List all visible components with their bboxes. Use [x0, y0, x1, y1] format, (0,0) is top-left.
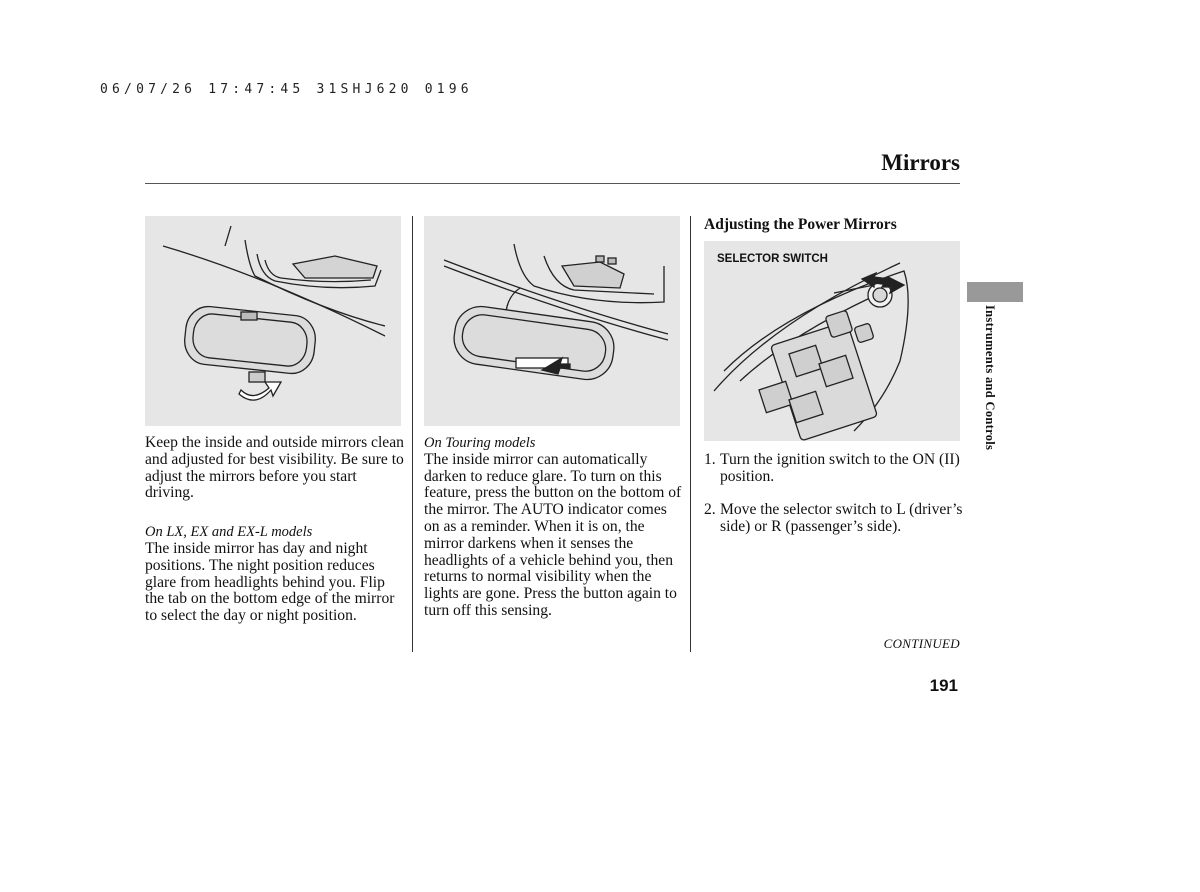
figure-selector-switch	[704, 241, 960, 441]
column-2	[424, 435, 686, 620]
selector-switch-label: SELECTOR SWITCH	[717, 253, 828, 265]
column-divider-2	[690, 216, 691, 652]
title-rule	[145, 183, 960, 184]
step-1-number: 1.	[704, 451, 716, 468]
page-title: Mirrors	[881, 150, 960, 175]
page-number: 191	[929, 676, 958, 695]
step-1-text: Turn the ignition switch to the ON (II) position.	[720, 451, 960, 485]
figure-auto-dimming-mirror	[424, 216, 680, 426]
section-tab	[967, 282, 1023, 302]
power-mirrors-heading: Adjusting the Power Mirrors	[704, 216, 897, 233]
section-label: Instruments and Controls	[983, 305, 997, 451]
figure-day-night-mirror	[145, 216, 401, 426]
lx-ex-model-heading: On LX, EX and EX-L models	[145, 524, 313, 541]
day-night-paragraph: The inside mirror has day and night positions. The night position reduces glare from headlights behind you. Flip the tab on the bottom edge of the mirror to select the day or night position.	[145, 539, 395, 625]
column-divider-1	[412, 216, 413, 652]
print-stamp: 06/07/26 17:47:45 31SHJ620 0196	[100, 82, 473, 97]
step-2-text: Move the selector switch to L (driver’s side) or R (passenger’s side).	[720, 501, 963, 535]
touring-model-heading: On Touring models	[424, 435, 536, 451]
auto-dimming-paragraph: The inside mirror can automatically darken to reduce glare. To turn on this feature, press the button on the bottom of the mirror. The AUTO indicator comes on as a reminder. When it is on, the mirror darkens when it senses the headlights of a vehicle behind you, then returns to normal visibility when the lights are gone. Press the button again to turn off this sensing.	[424, 450, 682, 619]
intro-paragraph: Keep the inside and outside mirrors clean and adjusted for best visibility. Be sure to adjust the mirrors before you start driving.	[145, 434, 404, 502]
column-1	[145, 435, 407, 625]
step-2-number: 2.	[704, 501, 716, 518]
continued-label: CONTINUED	[883, 636, 960, 651]
